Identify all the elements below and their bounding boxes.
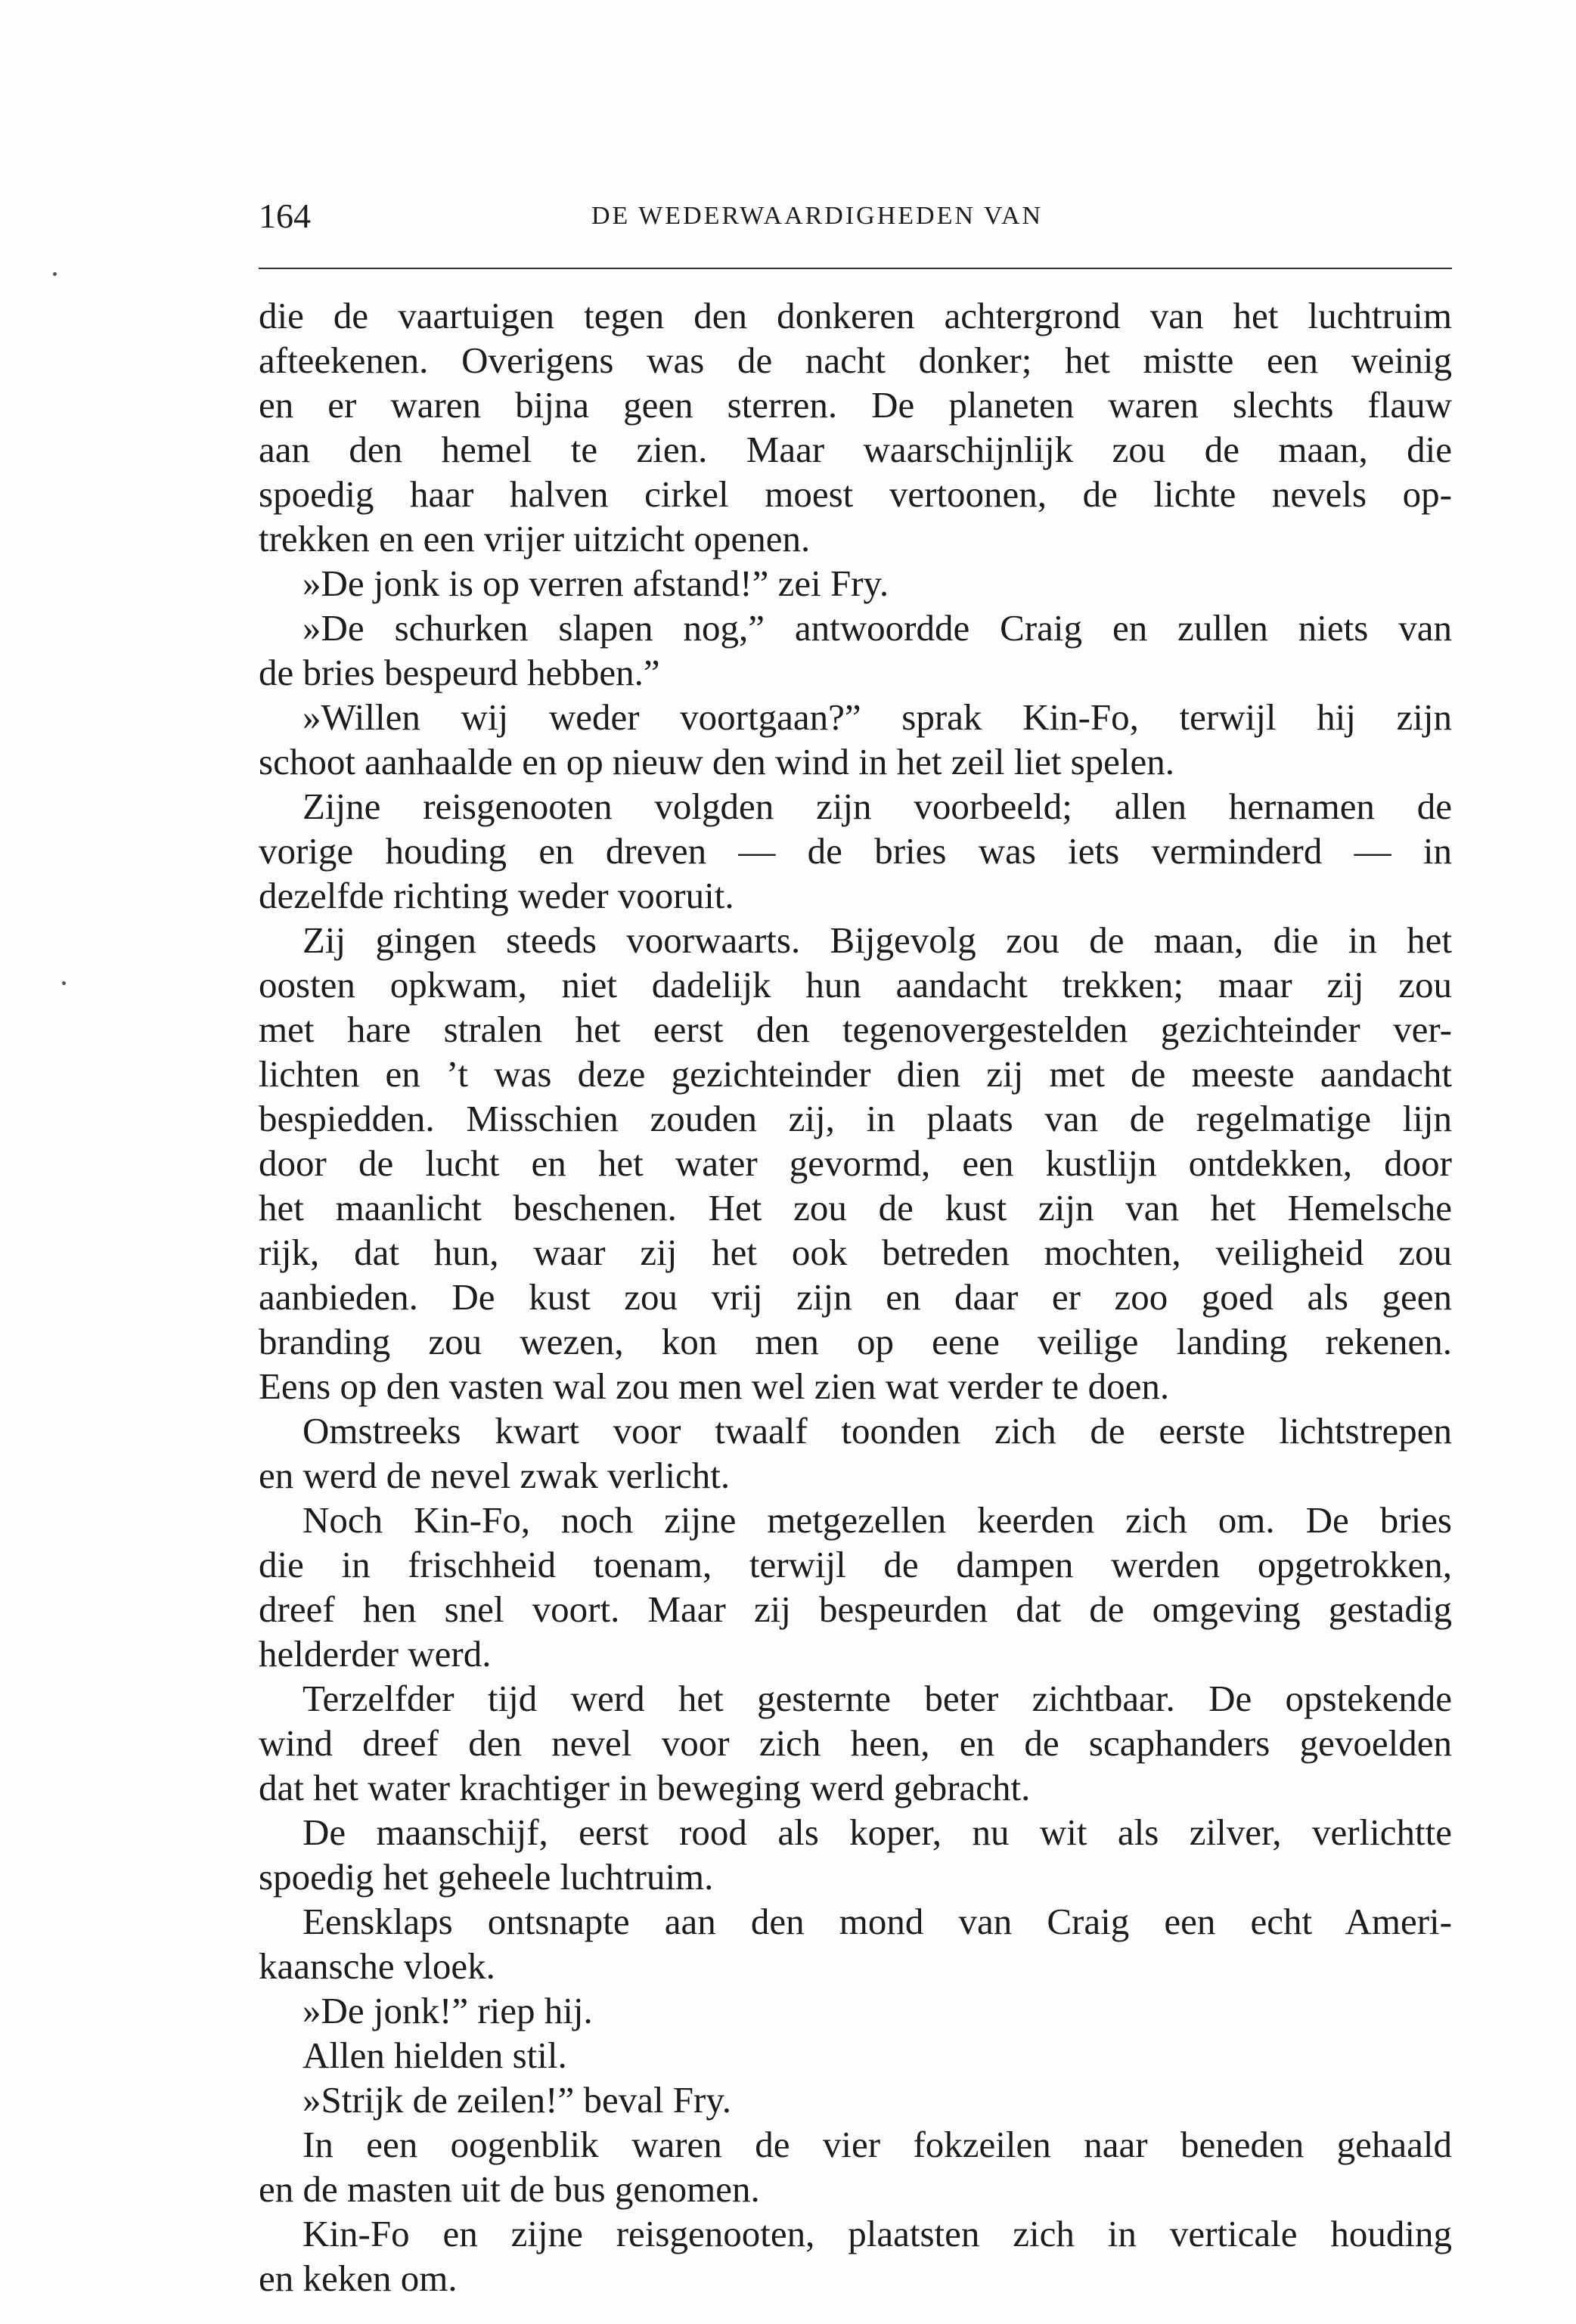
text-line: wind dreef den nevel voor zich heen, en de scaphanders gevoelden xyxy=(259,1722,1452,1764)
text-line: vorige houding en dreven — de bries was iets verminderd — in xyxy=(259,830,1452,872)
text-line: Noch Kin-Fo, noch zijne metgezellen keerden zich om. De bries xyxy=(302,1499,1452,1541)
page-speck xyxy=(62,981,66,985)
text-line: spoedig het geheele luchtruim. xyxy=(259,1856,714,1898)
text-line: bespiedden. Misschien zouden zij, in plaats van de regelmatige lijn xyxy=(259,1098,1452,1139)
text-line: de bries bespeurd hebben.” xyxy=(259,652,660,693)
text-line: Allen hielden stil. xyxy=(302,2034,567,2076)
text-line: »Willen wij weder voortgaan?” sprak Kin-Fo, terwijl hij zijn xyxy=(302,696,1452,738)
text-line: Eensklaps ontsnapte aan den mond van Craig een echt Ameri- xyxy=(302,1901,1452,1942)
text-line: Kin-Fo en zijne reisgenooten, plaatsten zich in verticale houding xyxy=(302,2213,1452,2254)
text-line: en de masten uit de bus genomen. xyxy=(259,2168,760,2210)
text-line: Zij gingen steeds voorwaarts. Bijgevolg zou de maan, die in het xyxy=(302,919,1452,961)
text-line: afteekenen. Overigens was de nacht donker; het mistte een weinig xyxy=(259,339,1452,381)
text-line: en keken om. xyxy=(259,2257,458,2299)
text-line: In een oogenblik waren de vier fokzeilen naar beneden gehaald xyxy=(302,2124,1452,2165)
text-line: trekken en een vrijer uitzicht openen. xyxy=(259,518,811,559)
text-line: en er waren bijna geen sterren. De planeten waren slechts flauw xyxy=(259,384,1452,426)
text-line: »De jonk is op verren afstand!” zei Fry. xyxy=(302,562,889,604)
header-rule xyxy=(259,268,1452,269)
text-line: »De schurken slapen nog,” antwoordde Craig en zullen niets van xyxy=(302,607,1452,649)
text-line: rijk, dat hun, waar zij het ook betreden mochten, veiligheid zou xyxy=(259,1232,1452,1273)
text-line: door de lucht en het water gevormd, een kustlijn ontdekken, door xyxy=(259,1142,1452,1184)
text-line: en werd de nevel zwak verlicht. xyxy=(259,1455,731,1496)
text-line: »Strijk de zeilen!” beval Fry. xyxy=(302,2079,731,2121)
text-line: dezelfde richting weder vooruit. xyxy=(259,875,734,916)
running-head: DE WEDERWAARDIGHEDEN VAN xyxy=(591,202,1044,230)
text-line: dreef hen snel voort. Maar zij bespeurden dat de omgeving gestadig xyxy=(259,1588,1452,1630)
text-line: Zijne reisgenooten volgden zijn voorbeeld; allen hernamen de xyxy=(302,786,1452,827)
text-line: branding zou wezen, kon men op eene veilige landing rekenen. xyxy=(259,1321,1452,1362)
text-line: helderder werd. xyxy=(259,1633,492,1675)
text-line: het maanlicht beschenen. Het zou de kust zijn van het Hemelsche xyxy=(259,1187,1452,1229)
text-line: lichten en ’t was deze gezichteinder dien zij met de meeste aandacht xyxy=(259,1053,1452,1095)
text-line: oosten opkwam, niet dadelijk hun aandacht trekken; maar zij zou xyxy=(259,964,1452,1006)
text-line: aanbieden. De kust zou vrij zijn en daar er zoo goed als geen xyxy=(259,1276,1452,1318)
text-line: De maanschijf, eerst rood als koper, nu wit als zilver, verlichtte xyxy=(302,1811,1452,1853)
text-line: die de vaartuigen tegen den donkeren achtergrond van het luchtruim xyxy=(259,295,1452,336)
page-header xyxy=(259,194,1452,239)
page-speck xyxy=(53,272,57,276)
text-line: Omstreeks kwart voor twaalf toonden zich de eerste lichtstrepen xyxy=(302,1410,1452,1452)
text-line: spoedig haar halven cirkel moest vertoonen, de lichte nevels op- xyxy=(259,473,1452,515)
text-line: dat het water krachtiger in beweging werd gebracht. xyxy=(259,1767,1031,1808)
text-line: aan den hemel te zien. Maar waarschijnlijk zou de maan, die xyxy=(259,429,1452,470)
text-line: »De jonk!” riep hij. xyxy=(302,1990,593,2031)
body-text xyxy=(259,293,1452,2301)
text-line: met hare stralen het eerst den tegenovergestelden gezichteinder ver- xyxy=(259,1009,1452,1050)
text-line: die in frischheid toenam, terwijl de dampen werden opgetrokken, xyxy=(259,1544,1452,1585)
text-line: kaansche vloek. xyxy=(259,1945,495,1987)
text-line: Eens op den vasten wal zou men wel zien wat verder te doen. xyxy=(259,1365,1170,1407)
text-line: schoot aanhaalde en op nieuw den wind in het zeil liet spelen. xyxy=(259,741,1175,782)
page-number: 164 xyxy=(259,197,311,235)
text-line: Terzelfder tijd werd het gesternte beter zichtbaar. De opstekende xyxy=(302,1678,1452,1719)
